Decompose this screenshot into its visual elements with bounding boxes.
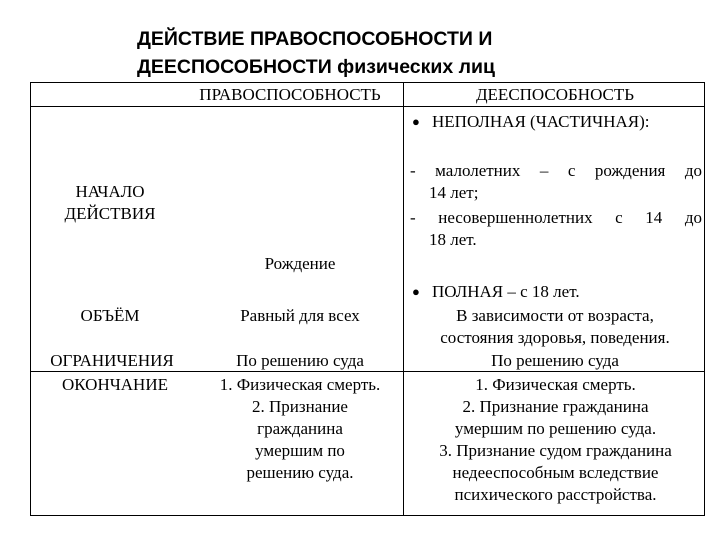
- legal-end-line-2: 2. Признание: [252, 397, 348, 416]
- partial-capacity-title: НЕПОЛНАЯ (ЧАСТИЧНАЯ):: [432, 112, 650, 131]
- dispositive-end-line-6: психического расстройства.: [454, 485, 657, 504]
- legal-start-value: Рождение: [264, 254, 336, 273]
- label-restriction: ОГРАНИЧЕНИЯ: [50, 351, 174, 370]
- legal-end-line-5: решению суда.: [246, 463, 354, 482]
- dispositive-scope-line-1: В зависимости от возраста,: [456, 306, 654, 325]
- page-title: [137, 25, 697, 81]
- legal-scope-value: Равный для всех: [240, 306, 360, 325]
- header-divider: [30, 106, 705, 107]
- bullet-icon: ●: [412, 114, 420, 129]
- dispositive-end-line-1: 1. Физическая смерть.: [475, 375, 636, 394]
- header-legal-capacity: ПРАВОСПОСОБНОСТЬ: [199, 85, 381, 104]
- label-end: ОКОНЧАНИЕ: [61, 375, 168, 394]
- minors-line-2: 14 лет;: [429, 183, 479, 202]
- full-capacity: ПОЛНАЯ – с 18 лет.: [432, 282, 580, 301]
- legal-end-line-4: умершим по: [255, 441, 345, 460]
- dispositive-end-line-4: 3. Признание судом гражданина: [439, 441, 672, 460]
- minors-line-1: - малолетних – с рождения до: [410, 161, 702, 180]
- title-line-1: ДЕЙСТВИЕ ПРАВОСПОСОБНОСТИ И: [137, 28, 493, 50]
- header-dispositive-capacity: ДЕЕСПОСОБНОСТЬ: [475, 85, 635, 104]
- legal-end-line-3: гражданина: [257, 419, 343, 438]
- dispositive-end-line-3: умершим по решению суда.: [454, 419, 657, 438]
- label-scope: ОБЪЁМ: [80, 306, 140, 325]
- end-row-divider: [30, 371, 705, 372]
- legal-end-line-1: 1. Физическая смерть.: [219, 375, 381, 394]
- title-line-2-rest: физических лиц: [331, 56, 496, 78]
- bullet-icon: ●: [412, 284, 420, 299]
- dispositive-end-line-5: недееспособным вследствие: [452, 463, 659, 482]
- legal-restriction-value: По решению суда: [236, 351, 364, 370]
- teens-line-2: 18 лет.: [429, 230, 477, 249]
- dispositive-end-line-2: 2. Признание гражданина: [462, 397, 649, 416]
- dispositive-restriction-value: По решению суда: [491, 351, 619, 370]
- label-start-line-1: НАЧАЛО: [75, 182, 145, 201]
- teens-line-1: - несовершеннолетних с 14 до: [410, 208, 702, 227]
- dispositive-scope-line-2: состояния здоровья, поведения.: [440, 328, 670, 347]
- title-line-2: [137, 53, 697, 81]
- label-start-line-2: ДЕЙСТВИЯ: [64, 204, 156, 223]
- title-line-2-bold: ДЕЕСПОСОБНОСТИ: [137, 56, 332, 78]
